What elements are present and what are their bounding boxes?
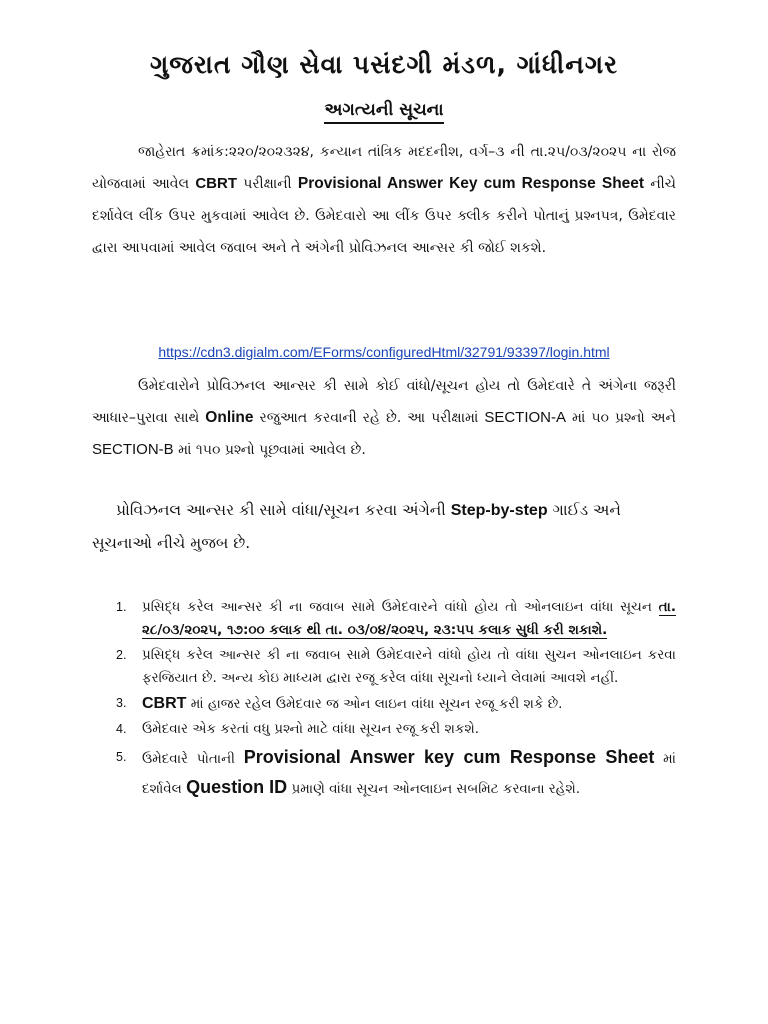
- list-item: [112, 692, 676, 716]
- item3-text: માં હાજર રહેલ ઉમેદવાર જ ઓન લાઇન વાંધા સૂચન રજૂ કરી શકે છે.: [186, 696, 563, 712]
- guide-text-2: ગાઈડ અને સૂચનાઓ નીચે મુજબ છે.: [92, 501, 621, 552]
- item5-question-id: Question ID: [186, 777, 288, 797]
- guide-step-by-step: Step-by-step: [450, 502, 548, 519]
- item2-text: પ્રસિદ્ધ કરેલ આન્સર કી ના જવાબ સામે ઉમેદવારને વાંધો હોય તો વાંધા સુચન ઓનલાઇન કરવા ફરજિયાત છે. અન્ય કોઇ માધ્યમ દ્વારા રજૂ કરેલ વાંધા સૂચનો ધ્યાને લેવામાં આવશે નહીં.: [142, 647, 676, 686]
- intro-paragraph: [92, 136, 676, 264]
- list-item: [112, 718, 676, 741]
- page-title: ગુજરાત ગૌણ સેવા પસંદગી મંડળ, ગાંધીનગર: [149, 50, 619, 79]
- list-item-number: 2.: [116, 648, 127, 662]
- item5-text-1: ઉમેદવારે પોતાની: [142, 751, 244, 767]
- item4-text: ઉમેદવાર એક કરતાં વધુ પ્રશ્નો માટે વાંધા સૂચન રજૂ કરી શકશે.: [142, 721, 480, 737]
- notice-subtitle: [0, 100, 768, 120]
- list-item: [112, 743, 676, 803]
- list-item-number: 5.: [116, 750, 127, 764]
- item1-text: પ્રસિદ્ધ કરેલ આન્સર કી ના જવાબ સામે ઉમેદવારને વાંધો હોય તો ઓનલાઇન વાંધા સૂચન: [142, 599, 659, 615]
- item5-text-2: માં દર્શાવેલ: [142, 751, 676, 797]
- instruction-list: [112, 596, 676, 805]
- objection-text-2: રજુઆત કરવાની રહે છે. આ પરીક્ષામાં: [253, 410, 485, 426]
- intro-cbrt: CBRT: [195, 175, 237, 192]
- section-a-label: SECTION-A: [484, 409, 567, 426]
- intro-text-2: પરીક્ષાની: [237, 176, 298, 192]
- subtitle-text: અગત્યની સૂચના: [324, 100, 443, 124]
- answer-key-link[interactable]: https://cdn3.digialm.com/EForms/configuredHtml/32791/93397/login.html: [158, 344, 610, 360]
- list-item-number: 1.: [116, 600, 127, 614]
- section-b-label: SECTION-B: [92, 441, 174, 458]
- intro-text-3: નીચે દર્શાવેલ લીંક ઉપર મુકવામાં આવેલ છે. ઉમેદવારો આ લીંક ઉપર ક્લીક કરીને પોતાનું પ્રશ્નપત્ર, ઉમેદવાર દ્વારા આપવામાં આવેલ જવાબ અને તે અંગેની પ્રોવિઝનલ આન્સર કી જોઈ શકશે.: [92, 176, 676, 256]
- intro-answer-key-title: Provisional Answer Key cum Response Sheet: [297, 175, 645, 192]
- guide-text-1: પ્રોવિઝનલ આન્સર કી સામે વાંધા/સૂચન કરવા અંગેની: [116, 501, 451, 519]
- objection-text-4: માં ૧૫૦ પ્રશ્નો પૂછવામાં આવેલ છે.: [173, 442, 366, 458]
- item5-text-3: પ્રમાણે વાંધા સૂચન ઓનલાઇન સબમિટ કરવાના રહેશે.: [287, 781, 581, 797]
- list-item: [112, 596, 676, 642]
- list-item-number: 4.: [116, 722, 127, 736]
- intro-text-1: જાહેરાત ક્રમાંક:૨૨૦/૨૦૨૩૨૪, કન્યાન તાંત્રિક મદદનીશ, વર્ગ–૩ ની તા.૨૫/૦૩/૨૦૨૫ ના રોજ યોજવામાં આવેલ: [92, 144, 676, 192]
- item1-deadline: તા. ૨૮/૦૩/૨૦૨૫, ૧૭:૦૦ કલાક થી તા. ૦૩/૦૪/૨૦૨૫, ૨૩:૫૫ કલાક સુધી કરી શકાશે.: [142, 599, 676, 638]
- list-item: [112, 644, 676, 690]
- guide-paragraph: [92, 494, 676, 559]
- list-item-number: 3.: [116, 696, 127, 710]
- item3-cbrt: CBRT: [142, 695, 187, 712]
- objection-text-3: માં ૫૦ પ્રશ્નો અને: [566, 410, 676, 426]
- objection-paragraph: [92, 370, 676, 466]
- objection-text-1: ઉમેદવારોને પ્રોવિઝનલ આન્સર કી સામે કોઈ વાંધો/સૂચન હોય તો ઉમેદવારે તે અંગેના જરૂરી આધાર–પુરાવા સાથે: [92, 378, 676, 426]
- objection-online: Online: [205, 409, 254, 426]
- item5-answer-key-title: Provisional Answer key cum Response Sheet: [243, 747, 655, 767]
